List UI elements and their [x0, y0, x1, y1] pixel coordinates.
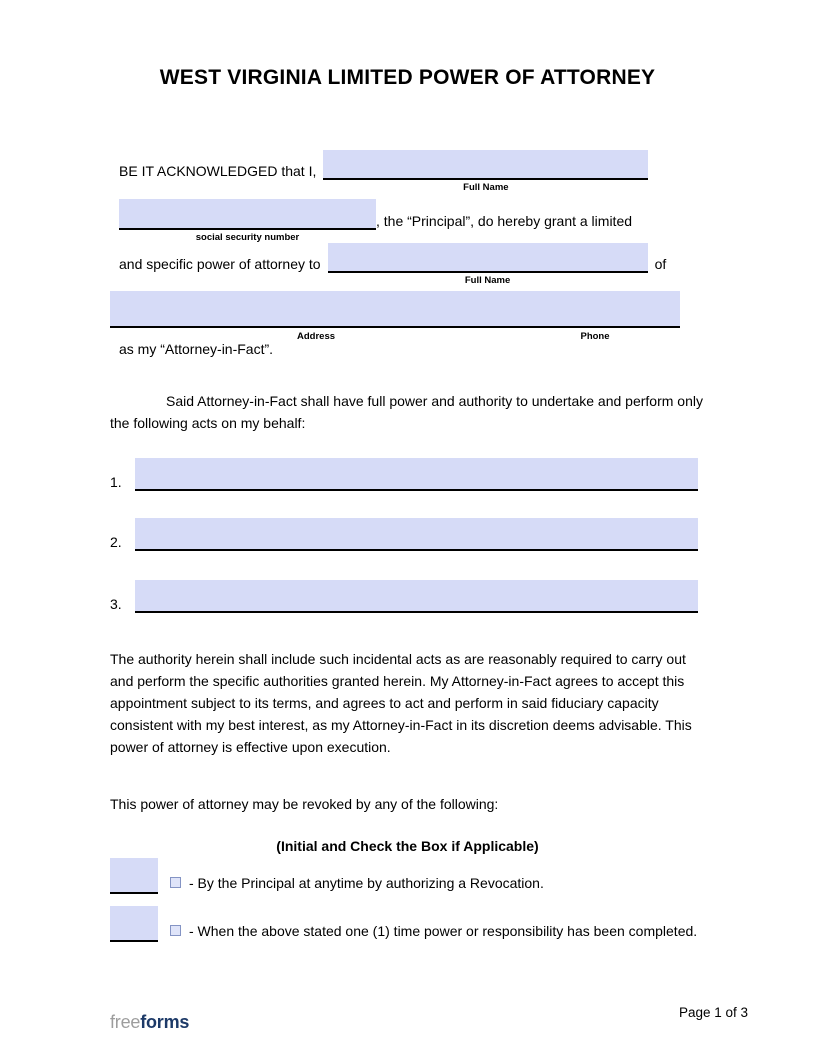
attorney-full-name-field-wrap: [328, 243, 648, 286]
attorney-full-name-field[interactable]: [328, 243, 648, 273]
act-1-field-wrap: [135, 458, 698, 491]
initial-check-heading: (Initial and Check the Box if Applicable): [276, 838, 539, 854]
act-item-2: [110, 518, 698, 551]
act-2-field-wrap: [135, 518, 698, 551]
acknowledgment-line-1: [119, 150, 648, 193]
acknowledgment-line-5: [119, 341, 273, 358]
revocation-initials-field-1-wrap: [110, 858, 158, 894]
act-item-3: [110, 580, 698, 613]
revocation-checkbox-2[interactable]: [170, 925, 181, 936]
acknowledgment-line-3-prefix: and specific power of attorney to: [119, 256, 321, 272]
address-phone-field[interactable]: [110, 291, 680, 328]
acknowledgment-line-3: [119, 243, 667, 286]
revocation-initials-field-1[interactable]: [110, 858, 158, 894]
freeforms-logo: [110, 1012, 189, 1033]
act-item-2-number: 2.: [110, 534, 122, 550]
act-item-1-number: 1.: [110, 474, 122, 490]
act-item-1: [110, 458, 698, 491]
revocation-option-1-text: - By the Principal at anytime by authorizing a Revocation.: [189, 875, 544, 891]
powers-intro-paragraph: Said Attorney-in-Fact shall have full power and authority to undertake and perform only the following acts on my behalf:: [110, 393, 703, 431]
acknowledgment-line-2-text: , the “Principal”, do hereby grant a limited: [376, 213, 633, 229]
ssn-field[interactable]: [119, 199, 376, 230]
principal-full-name-label: Full Name: [463, 182, 509, 193]
logo-free-text: free: [110, 1012, 141, 1032]
revocation-option-1: [110, 858, 740, 894]
principal-full-name-field[interactable]: [323, 150, 648, 180]
address-phone-field-wrap: [110, 291, 680, 342]
revocation-checkbox-1[interactable]: [170, 877, 181, 888]
phone-label: Phone: [580, 331, 610, 342]
acknowledgment-line-3-suffix: of: [654, 256, 667, 272]
acknowledgment-line-2: [119, 199, 633, 243]
principal-full-name-field-wrap: [323, 150, 648, 193]
revocation-option-2-text: - When the above stated one (1) time power or responsibility has been completed.: [189, 923, 698, 939]
act-item-3-number: 3.: [110, 596, 122, 612]
ssn-label: social security number: [195, 232, 300, 243]
revocation-intro: This power of attorney may be revoked by any of the following:: [110, 796, 499, 812]
page-indicator: Page 1 of 3: [679, 1005, 749, 1020]
act-3-field-wrap: [135, 580, 698, 613]
acknowledgment-line-1-text: BE IT ACKNOWLEDGED that I,: [119, 163, 317, 179]
act-1-field[interactable]: [135, 458, 698, 491]
revocation-option-2: [110, 906, 740, 942]
attorney-in-fact-text: as my “Attorney-in-Fact”.: [119, 341, 274, 357]
act-2-field[interactable]: [135, 518, 698, 551]
revocation-initials-field-2-wrap: [110, 906, 158, 942]
logo-forms-text: forms: [140, 1012, 190, 1032]
revocation-initials-field-2[interactable]: [110, 906, 158, 942]
ssn-field-wrap: [119, 199, 376, 243]
attorney-full-name-label: Full Name: [464, 275, 511, 286]
address-label: Address: [296, 331, 336, 342]
document-title: WEST VIRGINIA LIMITED POWER OF ATTORNEY: [159, 66, 656, 89]
acknowledgment-line-4: [110, 291, 680, 342]
act-3-field[interactable]: [135, 580, 698, 613]
authority-paragraph: The authority herein shall include such incidental acts as are reasonably required to carry out and perform the specific authorities granted herein. My Attorney-in-Fact agrees to accept this appointment subject to its terms, and agrees to act and perform in said fiduciary capacity consistent with my best interest, as my Attorney-in-Fact in its discretion deems advisable. This power of attorney is effective upon execution.: [110, 651, 692, 755]
